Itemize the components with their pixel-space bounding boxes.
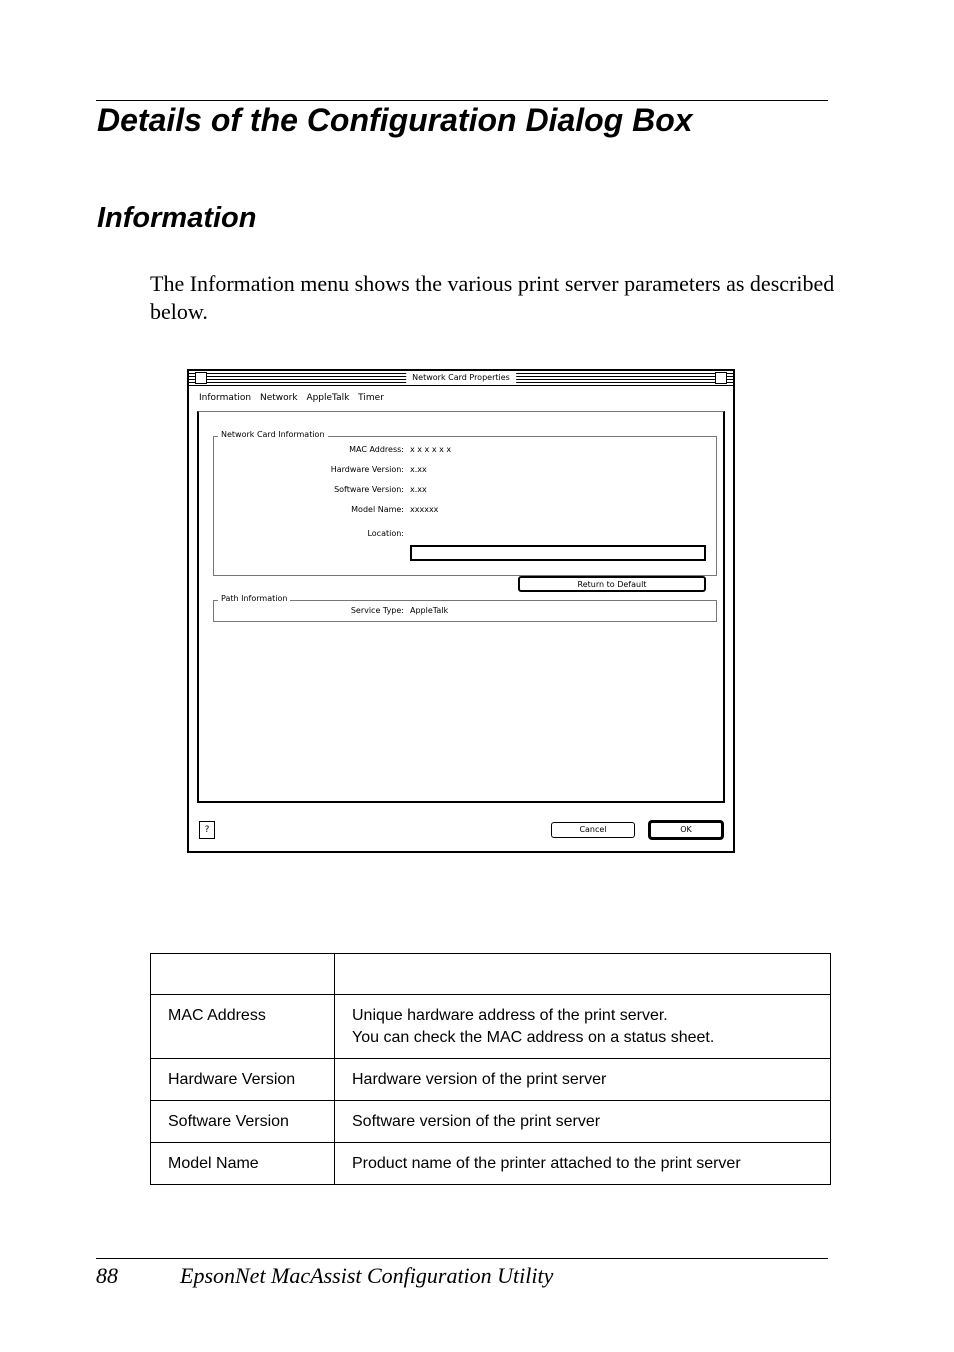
close-box-icon[interactable] [195,372,207,384]
return-to-default-button[interactable]: Return to Default [518,576,706,592]
table-desc-cell [335,995,831,1059]
table-desc-cell: Hardware version of the print server [335,1059,831,1101]
ok-button[interactable]: OK [648,820,724,840]
tab-network[interactable]: Network [259,393,298,403]
table-row [151,995,831,1059]
parameter-table [150,953,831,1185]
running-title: EpsonNet MacAssist Configuration Utility [180,1263,554,1288]
group-label: Network Card Information [218,430,328,439]
section-heading: Information [97,202,257,234]
table-header-row [151,954,831,995]
top-rule [96,100,828,101]
footer-rule [96,1258,828,1259]
help-icon[interactable]: ? [199,821,215,839]
tab-pane [197,411,725,803]
desc-line: Unique hardware address of the print server. [352,1007,668,1024]
window-titlebar[interactable] [189,371,733,386]
table-item-cell: MAC Address [151,995,335,1059]
tab-bar [199,393,390,403]
table-item-cell: Software Version [151,1101,335,1143]
table-item-cell: Hardware Version [151,1059,335,1101]
group-label: Path Information [218,594,290,603]
table-header-cell [151,954,335,995]
desc-line: You can check the MAC address on a status sheet. [352,1029,715,1046]
cancel-button[interactable]: Cancel [551,822,635,838]
table-item-cell: Model Name [151,1143,335,1185]
window-title: Network Card Properties [406,371,516,384]
tab-appletalk[interactable]: AppleTalk [306,393,350,403]
table-desc-cell: Product name of the printer attached to the print server [335,1143,831,1185]
path-info-group: Path Information Service Type: AppleTalk [213,600,717,622]
page-heading: Details of the Configuration Dialog Box [97,102,693,138]
zoom-box-icon[interactable] [715,372,727,384]
page-number: 88 [96,1263,118,1288]
table-desc-cell: Software version of the print server [335,1101,831,1143]
table-header-cell [335,954,831,995]
tab-information[interactable]: Information [199,393,252,403]
table-row [151,1143,831,1185]
configuration-dialog-screenshot [187,369,735,853]
location-input[interactable] [410,545,706,561]
intro-paragraph: The Information menu shows the various print server parameters as described below. [150,271,835,324]
tab-timer[interactable]: Timer [358,393,384,403]
table-row [151,1101,831,1143]
table-row [151,1059,831,1101]
network-card-info-group: Network Card Information MAC Address: x x x x x x Hardware Version: x.xx Software Version: x.xx Model Name: xxxxxx Location: Return to Default [213,436,717,576]
